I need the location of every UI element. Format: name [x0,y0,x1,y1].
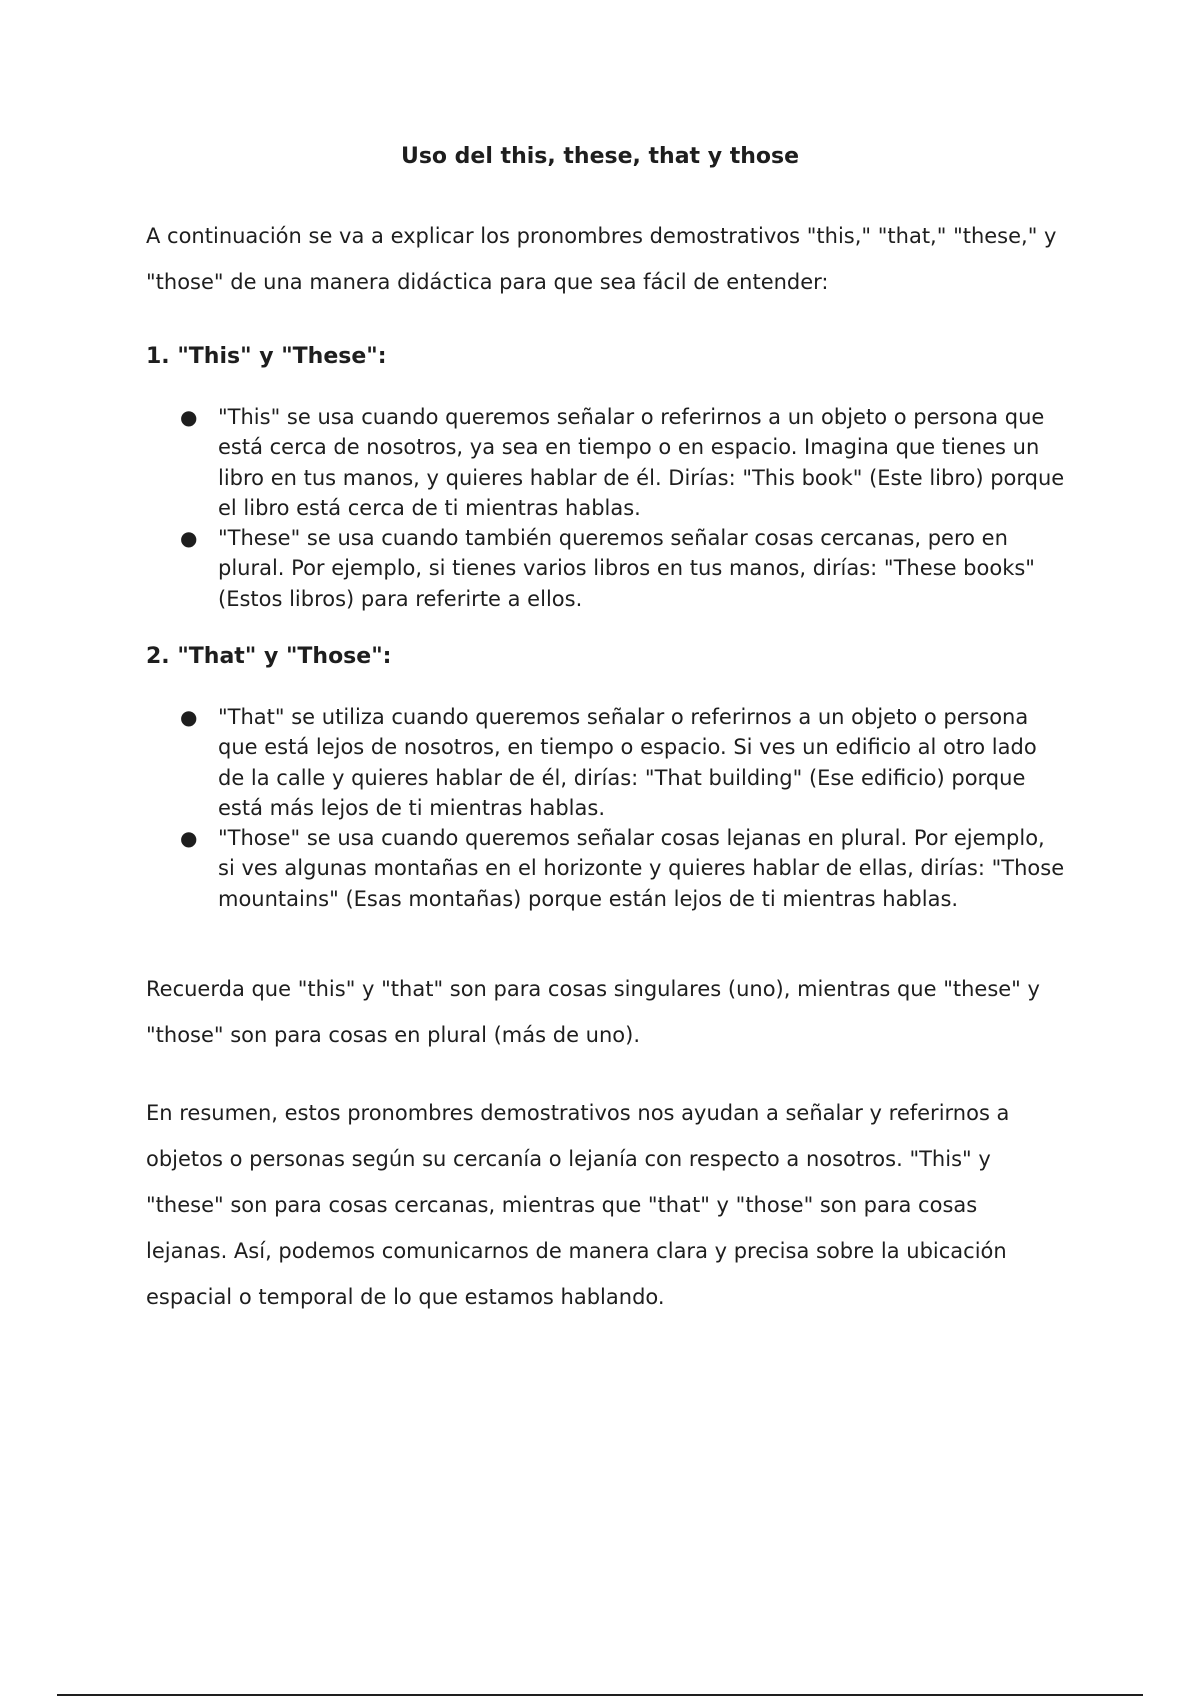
bullet-icon: ● [180,405,198,429]
list-item [146,823,1066,914]
bullet-icon: ● [180,826,198,851]
bullet-icon: ● [180,705,198,729]
recuerda-paragraph: Recuerda que "this" y "that" son para cosas singulares (uno), mientras que "these" y "those" son para cosas en plural (más de uno). [146,977,1040,1047]
list-item [146,402,1066,523]
list-item-text: "These" se usa cuando también queremos señalar cosas cercanas, pero en plural. Por ejemplo, si tienes varios libros en tus manos, dirías: "These books" (Estos libros) para referirte a ellos. [218,526,1035,611]
bullet-list-this-these [146,402,1066,614]
list-item [146,702,1066,823]
resumen-paragraph: En resumen, estos pronombres demostrativos nos ayudan a señalar y referirnos a objetos o personas según su cercanía o lejanía con respecto a nosotros. "This" y "these" son para cosas cercanas, mientras que "that" y "those" son para cosas lejanas. Así, podemos comunicarnos de manera clara y precisa sobre la ubicación espacial o temporal de lo que estamos hablando. [146,1101,1010,1309]
intro-paragraph: A continuación se va a explicar los pronombres demostrativos "this," "that," "these," y "those" de una manera didáctica para que sea fácil de entender: [146,224,1057,294]
section-heading-this-these: 1. "This" y "These": [146,344,387,369]
list-item-text: "That" se utiliza cuando queremos señalar o referirnos a un objeto o persona que está lejos de nosotros, en tiempo o espacio. Si ves un edificio al otro lado de la calle y quieres hablar de él, dirías: "That building" (Ese edificio) porque está más lejos de ti mientras hablas. [218,705,1037,820]
section-heading-that-those: 2. "That" y "Those": [146,644,392,669]
list-item-text: "This" se usa cuando queremos señalar o referirnos a un objeto o persona que está cerca de nosotros, ya sea en tiempo o en espacio. Imagina que tienes un libro en tus manos, y quieres hablar de él. Dirías: "This book" (Este libro) porque el libro está cerca de ti mientras hablas. [218,405,1065,520]
list-item [146,523,1066,614]
document-title: Uso del this, these, that y those [400,144,800,169]
bullet-icon: ● [180,526,198,551]
footer-divider [57,1694,1143,1696]
bullet-list-that-those [146,702,1066,914]
list-item-text: "Those" se usa cuando queremos señalar cosas lejanas en plural. Por ejemplo, si ves algunas montañas en el horizonte y quieres hablar de ellas, dirías: "Those mountains" (Esas montañas) porque están lejos de ti mientras hablas. [218,826,1065,911]
